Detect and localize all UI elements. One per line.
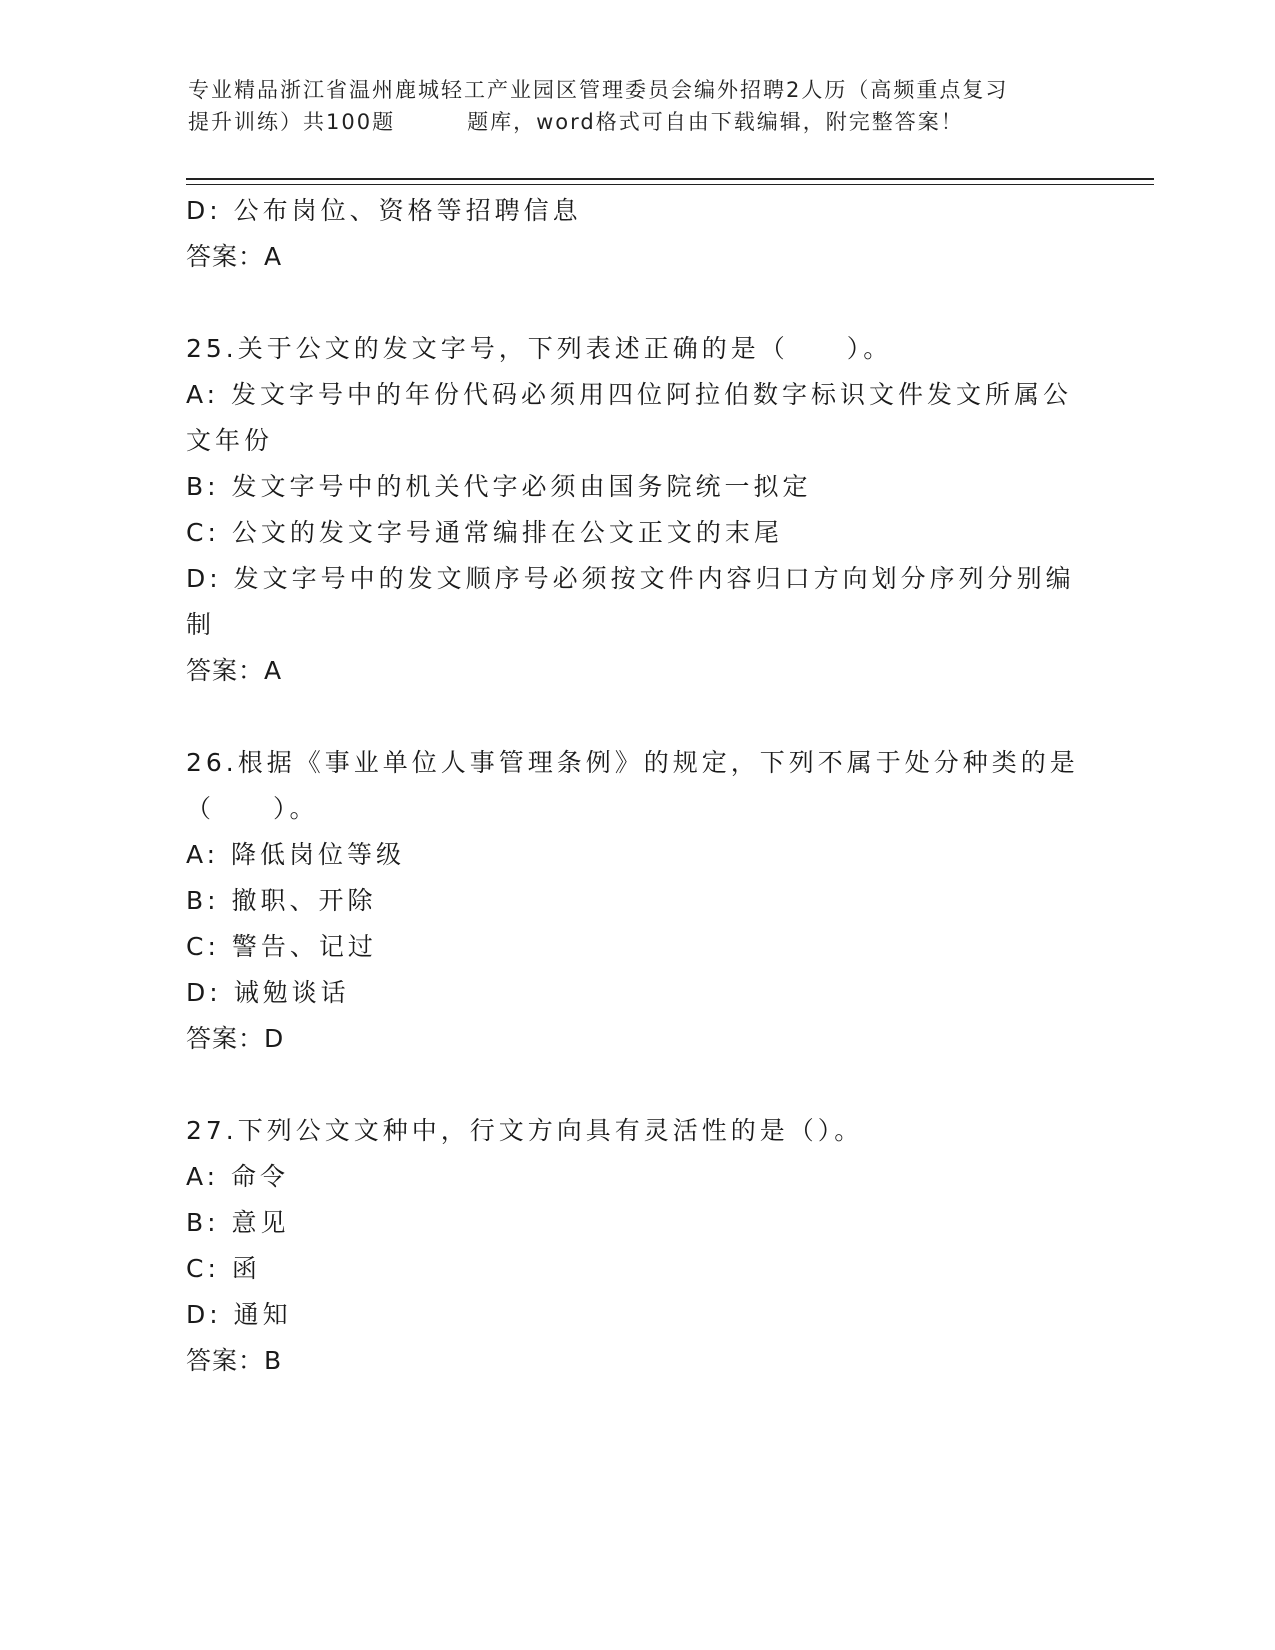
option-d: D: 诫勉谈话	[186, 978, 350, 1007]
question-stem: 25.关于公文的发文字号，下列表述正确的是（ ）。	[186, 334, 893, 363]
option-d-continued: 制	[186, 610, 216, 639]
spacer	[186, 694, 1086, 740]
option-d: D: 发文字号中的发文顺序号必须按文件内容归口方向划分序列分别编	[186, 564, 1075, 593]
option-d: D: 通知	[186, 1300, 292, 1329]
header-divider-thin	[186, 184, 1154, 185]
option-c: C: 警告、记过	[186, 932, 377, 961]
question-stem: 26.根据《事业单位人事管理条例》的规定，下列不属于处分种类的是	[186, 748, 1079, 777]
header-line-2-part-1: 提升训练）共100题	[188, 110, 396, 134]
question-stem-continued: （ ）。	[186, 794, 319, 823]
option-b: B: 撤职、开除	[186, 886, 377, 915]
option-a-continued: 文年份	[186, 426, 274, 455]
spacer	[186, 280, 1086, 326]
question-stem: 27.下列公文文种中，行文方向具有灵活性的是（）。	[186, 1116, 864, 1145]
question-25	[186, 326, 1086, 694]
option-a: A: 降低岗位等级	[186, 840, 406, 869]
header-line-1: 专业精品浙江省温州鹿城轻工产业园区管理委员会编外招聘2人历（高频重点复习	[188, 78, 1009, 102]
spacer	[186, 1062, 1086, 1108]
option-a: A: 命令	[186, 1162, 290, 1191]
header-line-2-part-2: 题库，word格式可自由下载编辑，附完整答案！	[467, 110, 964, 134]
header-line-2	[188, 106, 1088, 138]
answer: 答案：A	[186, 656, 283, 685]
option-c: C: 函	[186, 1254, 261, 1283]
document-body	[186, 188, 1086, 1384]
prev-option-d: D: 公布岗位、资格等招聘信息	[186, 196, 582, 225]
prev-answer: 答案：A	[186, 242, 283, 271]
header-divider-thick	[186, 178, 1154, 180]
question-26	[186, 740, 1086, 1062]
answer: 答案：D	[186, 1024, 285, 1053]
option-c: C: 公文的发文字号通常编排在公文正文的末尾	[186, 518, 783, 547]
answer: 答案：B	[186, 1346, 283, 1375]
option-b: B: 意见	[186, 1208, 290, 1237]
question-27	[186, 1108, 1086, 1384]
option-b: B: 发文字号中的机关代字必须由国务院统一拟定	[186, 472, 812, 501]
option-a: A: 发文字号中的年份代码必须用四位阿拉伯数字标识文件发文所属公	[186, 380, 1073, 409]
page-header	[188, 74, 1088, 138]
